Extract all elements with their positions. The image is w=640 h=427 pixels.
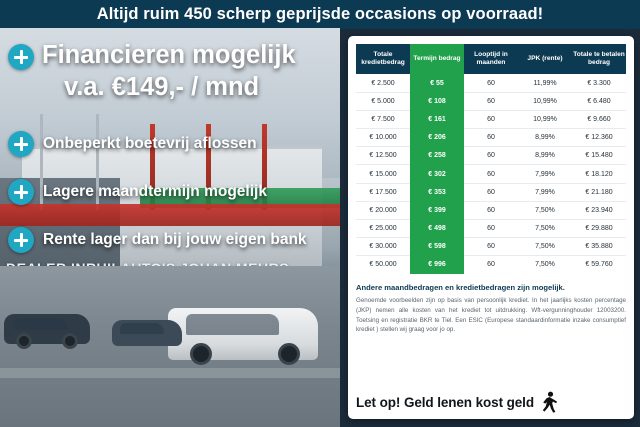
promo-bullet-2-label: Lagere maandtermijn mogelijk	[43, 183, 267, 201]
financing-card	[348, 36, 634, 419]
promo-title-line-2: v.a. €149,- / mnd	[64, 72, 260, 101]
table-cell: 7,50%	[535, 261, 555, 269]
table-cell: € 15.480	[572, 147, 626, 165]
table-header-cell: Totale kredietbedrag	[356, 44, 410, 74]
table-cell: € 12.360	[572, 129, 626, 147]
table-cell: 60	[464, 219, 518, 237]
promo-bullet-2	[8, 179, 346, 205]
table-cell: € 161	[410, 110, 464, 128]
table-cell: € 50.000	[369, 261, 397, 269]
plus-icon	[8, 131, 34, 157]
table-cell: € 996	[410, 256, 464, 274]
table-cell: 60	[464, 129, 518, 147]
table-cell: 7,50%	[518, 238, 572, 256]
table-cell: € 5.000	[356, 92, 410, 110]
table-cell: € 9.660	[572, 110, 626, 128]
table-cell: 60	[464, 147, 518, 165]
table-row	[356, 165, 626, 183]
table-row	[356, 92, 626, 110]
table-cell: 60	[487, 261, 495, 269]
table-cell: 60	[464, 183, 518, 201]
note-title: Andere maandbedragen en kredietbedragen zijn mogelijk.	[356, 282, 565, 292]
promo-title-line-1: Financieren mogelijk	[42, 41, 296, 69]
table-cell: 7,99%	[518, 165, 572, 183]
table-row	[356, 238, 626, 256]
plus-icon	[8, 44, 34, 70]
table-cell: 8,99%	[518, 147, 572, 165]
table-cell: 60	[464, 238, 518, 256]
table-cell: € 23.940	[572, 201, 626, 219]
promo-bullet-1-label: Onbeperkt boetevrij aflossen	[43, 135, 257, 153]
table-cell: 60	[464, 92, 518, 110]
table-body	[356, 74, 626, 273]
banner-headline: Altijd ruim 450 scherp geprijsde occasions op voorraad!	[96, 5, 544, 23]
table-cell: 10,99%	[518, 110, 572, 128]
table-cell: 11,99%	[518, 74, 572, 92]
table-cell: € 29.880	[572, 219, 626, 237]
plus-icon	[8, 179, 34, 205]
table-cell: € 498	[410, 219, 464, 237]
table-cell: € 598	[410, 238, 464, 256]
promo-title	[8, 42, 346, 101]
table-cell: 60	[464, 201, 518, 219]
table-cell: € 7.500	[356, 110, 410, 128]
warning-label: Let op! Geld lenen kost geld	[356, 394, 534, 410]
table-row	[356, 201, 626, 219]
table-cell: € 55	[410, 74, 464, 92]
promo-bullet-3-label: Rente lager dan bij jouw eigen bank	[43, 231, 307, 249]
table-header-cell: JPK (rente)	[518, 44, 572, 74]
table-row	[356, 129, 626, 147]
table-cell: € 206	[410, 129, 464, 147]
table-cell: € 20.000	[356, 201, 410, 219]
table-cell: 60	[464, 110, 518, 128]
table-cell: 10,99%	[518, 92, 572, 110]
warning-row	[356, 385, 626, 413]
table-cell: € 108	[410, 92, 464, 110]
table-cell: € 10.000	[356, 129, 410, 147]
financing-table	[356, 44, 626, 274]
top-banner	[0, 0, 640, 29]
table-cell: € 302	[410, 165, 464, 183]
table-cell: 7,99%	[518, 183, 572, 201]
table-header-cell: Looptijd in maanden	[464, 44, 518, 74]
table-cell: € 353	[410, 183, 464, 201]
note-body: Genoemde voorbeelden zijn op basis van persoonlijk krediet. In het jaarlijks kosten percentage (JKP) nemen alle kosten van het krediet tot uitdrukking. Wft-vergunninghouder 12003200. Toetsing en registratie BKR te Tiel. Een ESIC (Europese standaardinformatie inzake consumptief krediet ) stellen wij graag voor jo op.	[356, 297, 626, 334]
table-cell: € 399	[410, 201, 464, 219]
table-row	[356, 110, 626, 128]
table-row	[356, 219, 626, 237]
table-row	[356, 74, 626, 92]
table-cell: 7,50%	[518, 219, 572, 237]
table-cell: € 18.120	[572, 165, 626, 183]
table-header-cell: Termijn bedrag	[410, 44, 464, 74]
table-cell: € 21.180	[572, 183, 626, 201]
table-cell: 60	[464, 165, 518, 183]
table-row	[356, 147, 626, 165]
table-cell: 60	[464, 74, 518, 92]
table-header-row	[356, 44, 626, 74]
plus-icon	[8, 227, 34, 253]
table-cell: € 12.500	[356, 147, 410, 165]
table-cell: € 2.500	[356, 74, 410, 92]
table-row	[356, 256, 626, 274]
table-cell: 8,99%	[518, 129, 572, 147]
table-cell: € 25.000	[356, 219, 410, 237]
table-cell: € 35.880	[572, 238, 626, 256]
table-cell: € 17.500	[356, 183, 410, 201]
table-cell: € 15.000	[356, 165, 410, 183]
table-cell: € 3.300	[572, 74, 626, 92]
table-cell: € 6.480	[572, 92, 626, 110]
table-cell: € 258	[410, 147, 464, 165]
table-row	[356, 183, 626, 201]
table-cell: € 59.760	[585, 261, 613, 269]
table-header-cell: Totale te betalen bedrag	[572, 44, 626, 74]
promo-bullet-1	[8, 131, 346, 157]
promo-overlay	[0, 34, 352, 427]
table-cell: 7,50%	[518, 201, 572, 219]
walking-person-icon	[540, 391, 558, 413]
promo-bullet-3	[8, 227, 346, 253]
table-cell: € 30.000	[356, 238, 410, 256]
